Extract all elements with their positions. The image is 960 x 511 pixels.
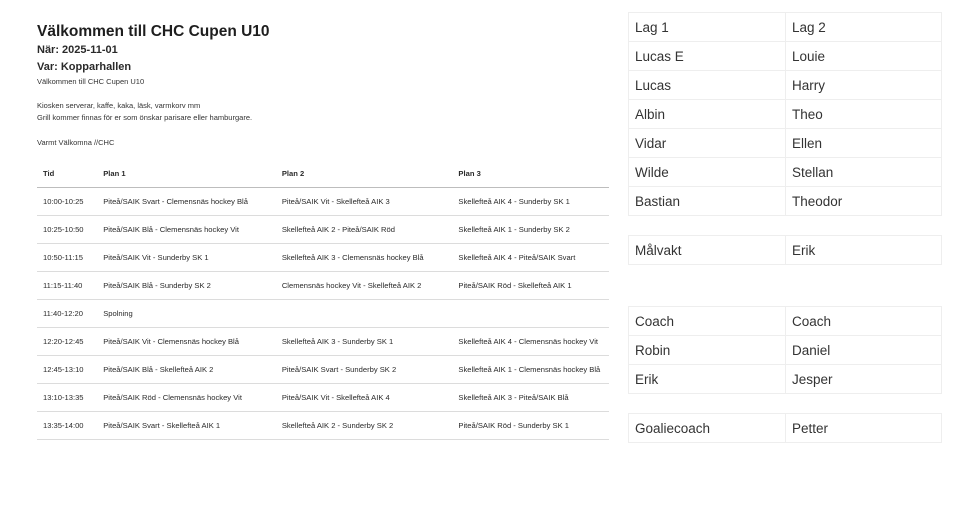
signoff-text: Varmt Välkomna //CHC bbox=[37, 138, 115, 147]
coaches-cell: Coach bbox=[629, 307, 786, 336]
schedule-row bbox=[37, 300, 609, 328]
schedule-row bbox=[37, 384, 609, 412]
goaliecoach-table bbox=[628, 413, 942, 443]
teams-cell: Ellen bbox=[786, 129, 942, 158]
schedule-cell-time: 10:00-10:25 bbox=[37, 188, 97, 216]
schedule-cell-plan-2: Skellefteå AIK 3 - Clemensnäs hockey Blå bbox=[276, 244, 453, 272]
goaliecoach-cell: Petter bbox=[786, 414, 942, 443]
coaches-cell: Daniel bbox=[786, 336, 942, 365]
teams-cell: Bastian bbox=[629, 187, 786, 216]
intro-text: Välkommen till CHC Cupen U10 bbox=[37, 77, 145, 86]
schedule-cell-plan-1: Piteå/SAIK Blå - Skellefteå AIK 2 bbox=[97, 356, 276, 384]
teams-cell: Harry bbox=[786, 71, 942, 100]
event-venue: Var: Kopparhallen bbox=[37, 61, 132, 73]
schedule-cell-time: 13:10-13:35 bbox=[37, 384, 97, 412]
schedule-row bbox=[37, 216, 609, 244]
schedule-table bbox=[37, 159, 609, 440]
schedule-cell-plan-1: Piteå/SAIK Röd - Clemensnäs hockey Vit bbox=[97, 384, 276, 412]
schedule-row bbox=[37, 328, 609, 356]
schedule-cell-plan-3: Skellefteå AIK 4 - Clemensnäs hockey Vit bbox=[452, 328, 609, 356]
coaches-cell: Jesper bbox=[786, 365, 942, 394]
schedule-cell-time: 11:15-11:40 bbox=[37, 272, 97, 300]
coaches-row bbox=[629, 307, 942, 336]
schedule-cell-plan-3: Piteå/SAIK Röd - Sunderby SK 1 bbox=[452, 412, 609, 440]
schedule-cell-plan-2: Piteå/SAIK Svart - Sunderby SK 2 bbox=[276, 356, 453, 384]
header-plan-1: Plan 1 bbox=[97, 159, 276, 188]
kiosk-text: Kiosken serverar, kaffe, kaka, läsk, varmkorv mm bbox=[37, 101, 201, 110]
teams-cell: Stellan bbox=[786, 158, 942, 187]
schedule-cell-plan-2 bbox=[276, 300, 453, 328]
schedule-header-row bbox=[37, 159, 609, 188]
teams-table bbox=[628, 12, 942, 216]
schedule-cell-plan-2: Piteå/SAIK Vit - Skellefteå AIK 3 bbox=[276, 188, 453, 216]
schedule-cell-plan-1: Piteå/SAIK Svart - Clemensnäs hockey Blå bbox=[97, 188, 276, 216]
header-time: Tid bbox=[37, 159, 97, 188]
schedule-cell-plan-3: Skellefteå AIK 1 - Clemensnäs hockey Blå bbox=[452, 356, 609, 384]
cup-info-document bbox=[37, 22, 609, 440]
teams-cell: Theo bbox=[786, 100, 942, 129]
header-plan-3: Plan 3 bbox=[452, 159, 609, 188]
teams-row bbox=[629, 71, 942, 100]
teams-row bbox=[629, 13, 942, 42]
teams-cell: Lag 1 bbox=[629, 13, 786, 42]
teams-cell: Louie bbox=[786, 42, 942, 71]
schedule-cell-plan-3: Skellefteå AIK 1 - Sunderby SK 2 bbox=[452, 216, 609, 244]
schedule-cell-plan-1: Piteå/SAIK Blå - Sunderby SK 2 bbox=[97, 272, 276, 300]
schedule-cell-plan-3 bbox=[452, 300, 609, 328]
teams-cell: Theodor bbox=[786, 187, 942, 216]
teams-row bbox=[629, 42, 942, 71]
teams-row bbox=[629, 129, 942, 158]
goalie-row bbox=[629, 236, 942, 265]
schedule-cell-time: 13:35-14:00 bbox=[37, 412, 97, 440]
header-plan-2: Plan 2 bbox=[276, 159, 453, 188]
schedule-cell-plan-2: Clemensnäs hockey Vit - Skellefteå AIK 2 bbox=[276, 272, 453, 300]
schedule-cell-plan-1: Piteå/SAIK Vit - Sunderby SK 1 bbox=[97, 244, 276, 272]
goalie-table bbox=[628, 235, 942, 265]
goaliecoach-cell: Goaliecoach bbox=[629, 414, 786, 443]
schedule-row bbox=[37, 356, 609, 384]
schedule-cell-plan-1: Piteå/SAIK Vit - Clemensnäs hockey Blå bbox=[97, 328, 276, 356]
schedule-row bbox=[37, 188, 609, 216]
teams-row bbox=[629, 100, 942, 129]
schedule-cell-plan-2: Skellefteå AIK 2 - Sunderby SK 2 bbox=[276, 412, 453, 440]
schedule-cell-time: 12:20-12:45 bbox=[37, 328, 97, 356]
coaches-cell: Erik bbox=[629, 365, 786, 394]
grill-text: Grill kommer finnas för er som önskar parisare eller hamburgare. bbox=[37, 113, 253, 122]
teams-cell: Vidar bbox=[629, 129, 786, 158]
schedule-row bbox=[37, 272, 609, 300]
page-title: Välkommen till CHC Cupen U10 bbox=[37, 23, 270, 40]
schedule-cell-plan-1: Piteå/SAIK Svart - Skellefteå AIK 1 bbox=[97, 412, 276, 440]
schedule-cell-plan-2: Piteå/SAIK Vit - Skellefteå AIK 4 bbox=[276, 384, 453, 412]
teams-cell: Wilde bbox=[629, 158, 786, 187]
coaches-cell: Robin bbox=[629, 336, 786, 365]
goalie-cell: Målvakt bbox=[629, 236, 786, 265]
event-date: När: 2025-11-01 bbox=[37, 44, 118, 56]
schedule-row bbox=[37, 412, 609, 440]
coaches-cell: Coach bbox=[786, 307, 942, 336]
coaches-table bbox=[628, 306, 942, 394]
goaliecoach-row bbox=[629, 414, 942, 443]
schedule-cell-plan-3: Piteå/SAIK Röd - Skellefteå AIK 1 bbox=[452, 272, 609, 300]
teams-cell: Lucas E bbox=[629, 42, 786, 71]
schedule-cell-time: 10:50-11:15 bbox=[37, 244, 97, 272]
schedule-cell-time: 11:40-12:20 bbox=[37, 300, 97, 328]
schedule-cell-plan-3: Skellefteå AIK 4 - Sunderby SK 1 bbox=[452, 188, 609, 216]
coaches-row bbox=[629, 365, 942, 394]
teams-cell: Lag 2 bbox=[786, 13, 942, 42]
schedule-cell-plan-1: Spolning bbox=[97, 300, 276, 328]
schedule-cell-plan-1: Piteå/SAIK Blå - Clemensnäs hockey Vit bbox=[97, 216, 276, 244]
schedule-cell-plan-2: Skellefteå AIK 3 - Sunderby SK 1 bbox=[276, 328, 453, 356]
teams-cell: Lucas bbox=[629, 71, 786, 100]
teams-row bbox=[629, 187, 942, 216]
schedule-cell-time: 12:45-13:10 bbox=[37, 356, 97, 384]
schedule-cell-plan-3: Skellefteå AIK 3 - Piteå/SAIK Blå bbox=[452, 384, 609, 412]
teams-row bbox=[629, 158, 942, 187]
teams-cell: Albin bbox=[629, 100, 786, 129]
schedule-cell-plan-3: Skellefteå AIK 4 - Piteå/SAIK Svart bbox=[452, 244, 609, 272]
goalie-cell: Erik bbox=[786, 236, 942, 265]
schedule-cell-time: 10:25-10:50 bbox=[37, 216, 97, 244]
schedule-cell-plan-2: Skellefteå AIK 2 - Piteå/SAIK Röd bbox=[276, 216, 453, 244]
schedule-row bbox=[37, 244, 609, 272]
coaches-row bbox=[629, 336, 942, 365]
